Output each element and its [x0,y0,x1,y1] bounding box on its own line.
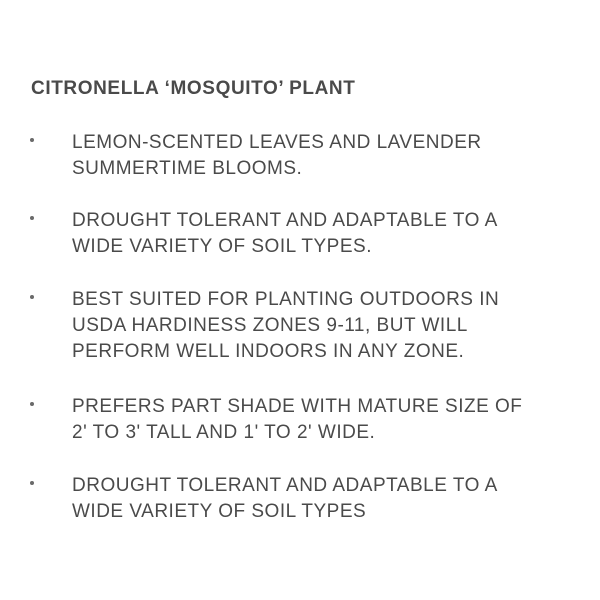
list-item-text: LEMON-SCENTED LEAVES AND LAVENDER SUMMERTIME BLOOMS. [72,132,482,179]
product-title: CITRONELLA ‘MOSQUITO’ PLANT [31,78,356,99]
bullet-icon [30,295,34,299]
bullet-icon [30,216,34,220]
list-item-text: DROUGHT TOLERANT AND ADAPTABLE TO A WIDE VARIETY OF SOIL TYPES. [72,210,498,257]
list-item-text: PREFERS PART SHADE WITH MATURE SIZE OF 2' TO 3' TALL AND 1' TO 2' WIDE. [72,396,523,443]
bullet-icon [30,402,34,406]
list-item-text: DROUGHT TOLERANT AND ADAPTABLE TO A WIDE VARIETY OF SOIL TYPES [72,475,498,522]
list-item-text: BEST SUITED FOR PLANTING OUTDOORS IN USDA HARDINESS ZONES 9-11, BUT WILL PERFORM WELL INDOORS IN ANY ZONE. [72,289,500,362]
bullet-icon [30,481,34,485]
bullet-icon [30,138,34,142]
